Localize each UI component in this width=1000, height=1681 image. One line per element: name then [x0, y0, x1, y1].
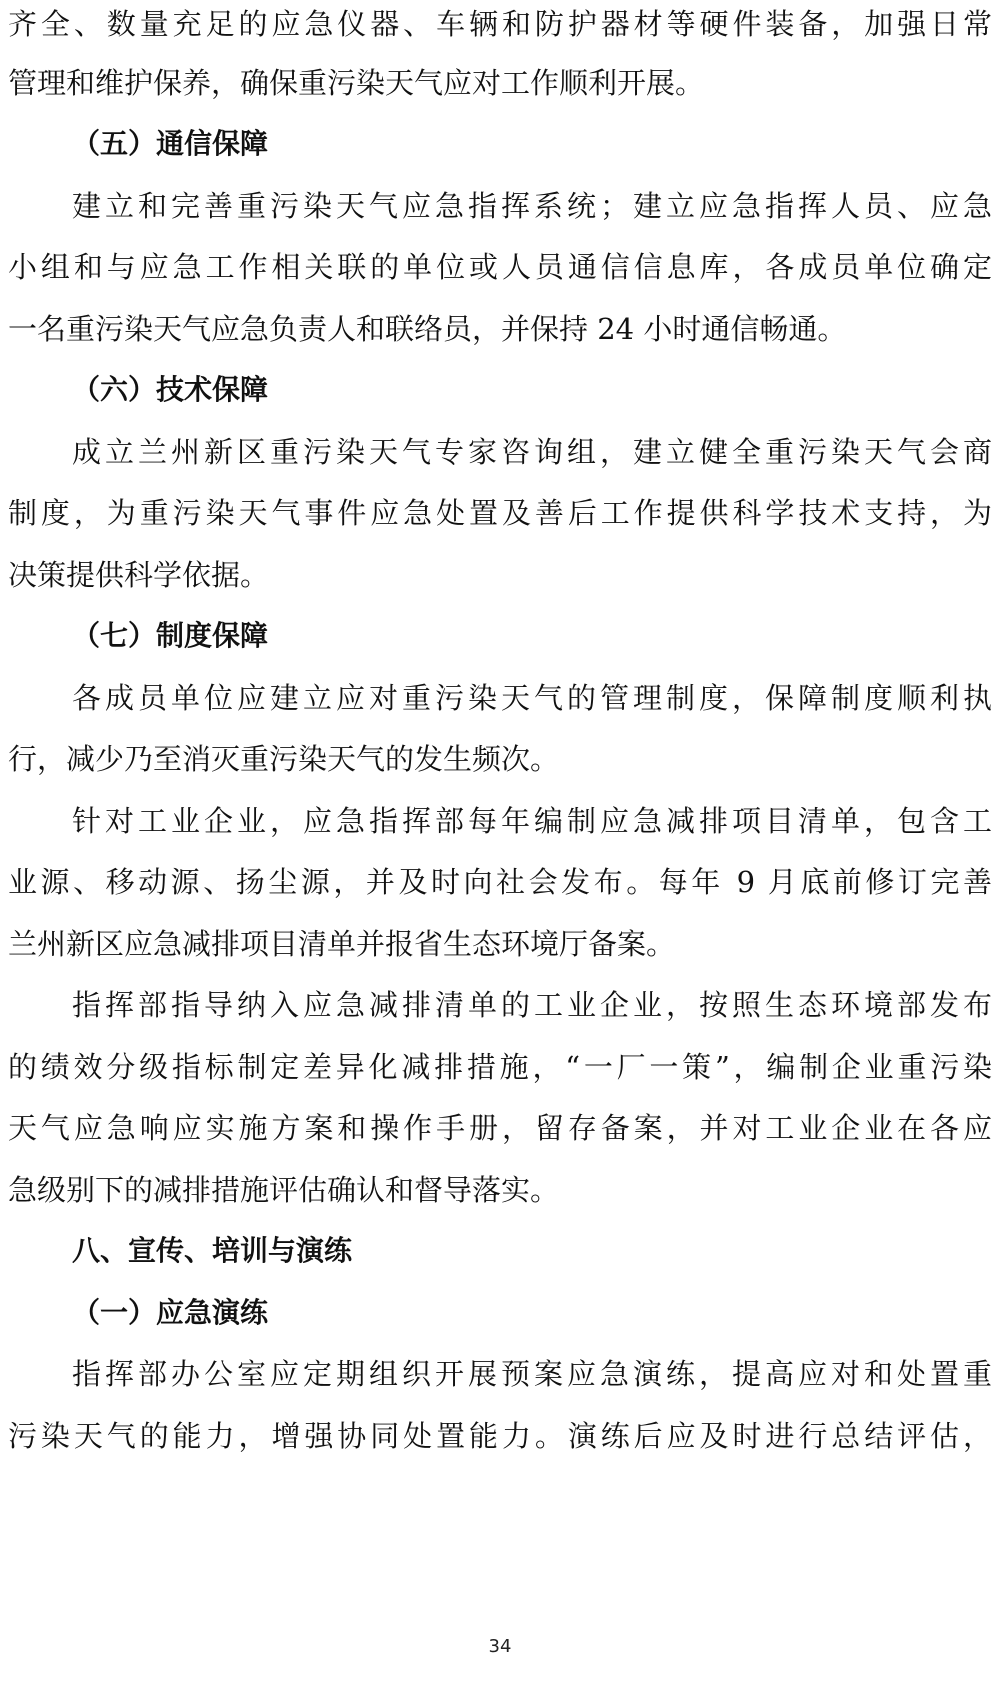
- section-heading: （七）制度保障: [72, 619, 269, 652]
- paragraph-line: 污染天气的能力，增强协同处置能力。演练后应及时进行总结评估，: [8, 1419, 992, 1453]
- paragraph-line: 制度，为重污染天气事件应急处置及善后工作提供科学技术支持，为: [8, 496, 992, 530]
- paragraph-line: 一名重污染天气应急负责人和联络员，并保持 24 小时通信畅通。: [8, 312, 847, 346]
- paragraph-line: 小组和与应急工作相关联的单位或人员通信信息库，各成员单位确定: [8, 250, 992, 284]
- paragraph-line: 指挥部办公室应定期组织开展预案应急演练，提高应对和处置重: [72, 1357, 992, 1391]
- paragraph-line: 业源、移动源、扬尘源，并及时向社会发布。每年 9 月底前修订完善: [8, 865, 992, 899]
- paragraph-line: 急级别下的减排措施评估确认和督导落实。: [8, 1173, 560, 1207]
- paragraph-line: 成立兰州新区重污染天气专家咨询组，建立健全重污染天气会商: [72, 435, 992, 469]
- paragraph-line: 兰州新区应急减排项目清单并报省生态环境厅备案。: [8, 927, 676, 961]
- paragraph-line: 天气应急响应实施方案和操作手册，留存备案，并对工业企业在各应: [8, 1111, 992, 1145]
- section-heading: （一）应急演练: [72, 1296, 269, 1329]
- paragraph-line: 决策提供科学依据。: [8, 558, 270, 592]
- page-number: 34: [488, 1636, 512, 1657]
- paragraph-line: 指挥部指导纳入应急减排清单的工业企业，按照生态环境部发布: [72, 988, 992, 1022]
- paragraph-line: 各成员单位应建立应对重污染天气的管理制度，保障制度顺利执: [72, 681, 992, 715]
- paragraph-line: 齐全、数量充足的应急仪器、车辆和防护器材等硬件装备，加强日常: [8, 7, 992, 41]
- paragraph-line: 针对工业企业，应急指挥部每年编制应急减排项目清单，包含工: [72, 804, 992, 838]
- paragraph-line: 管理和维护保养，确保重污染天气应对工作顺利开展。: [8, 66, 705, 100]
- section-heading: （五）通信保障: [72, 127, 269, 160]
- paragraph-line: 的绩效分级指标制定差异化减排措施，“一厂一策”，编制企业重污染: [8, 1050, 992, 1084]
- section-heading: （六）技术保障: [72, 373, 269, 406]
- chapter-heading: 八、宣传、培训与演练: [72, 1234, 353, 1267]
- paragraph-line: 建立和完善重污染天气应急指挥系统；建立应急指挥人员、应急: [72, 189, 992, 223]
- paragraph-line: 行，减少乃至消灭重污染天气的发生频次。: [8, 742, 560, 776]
